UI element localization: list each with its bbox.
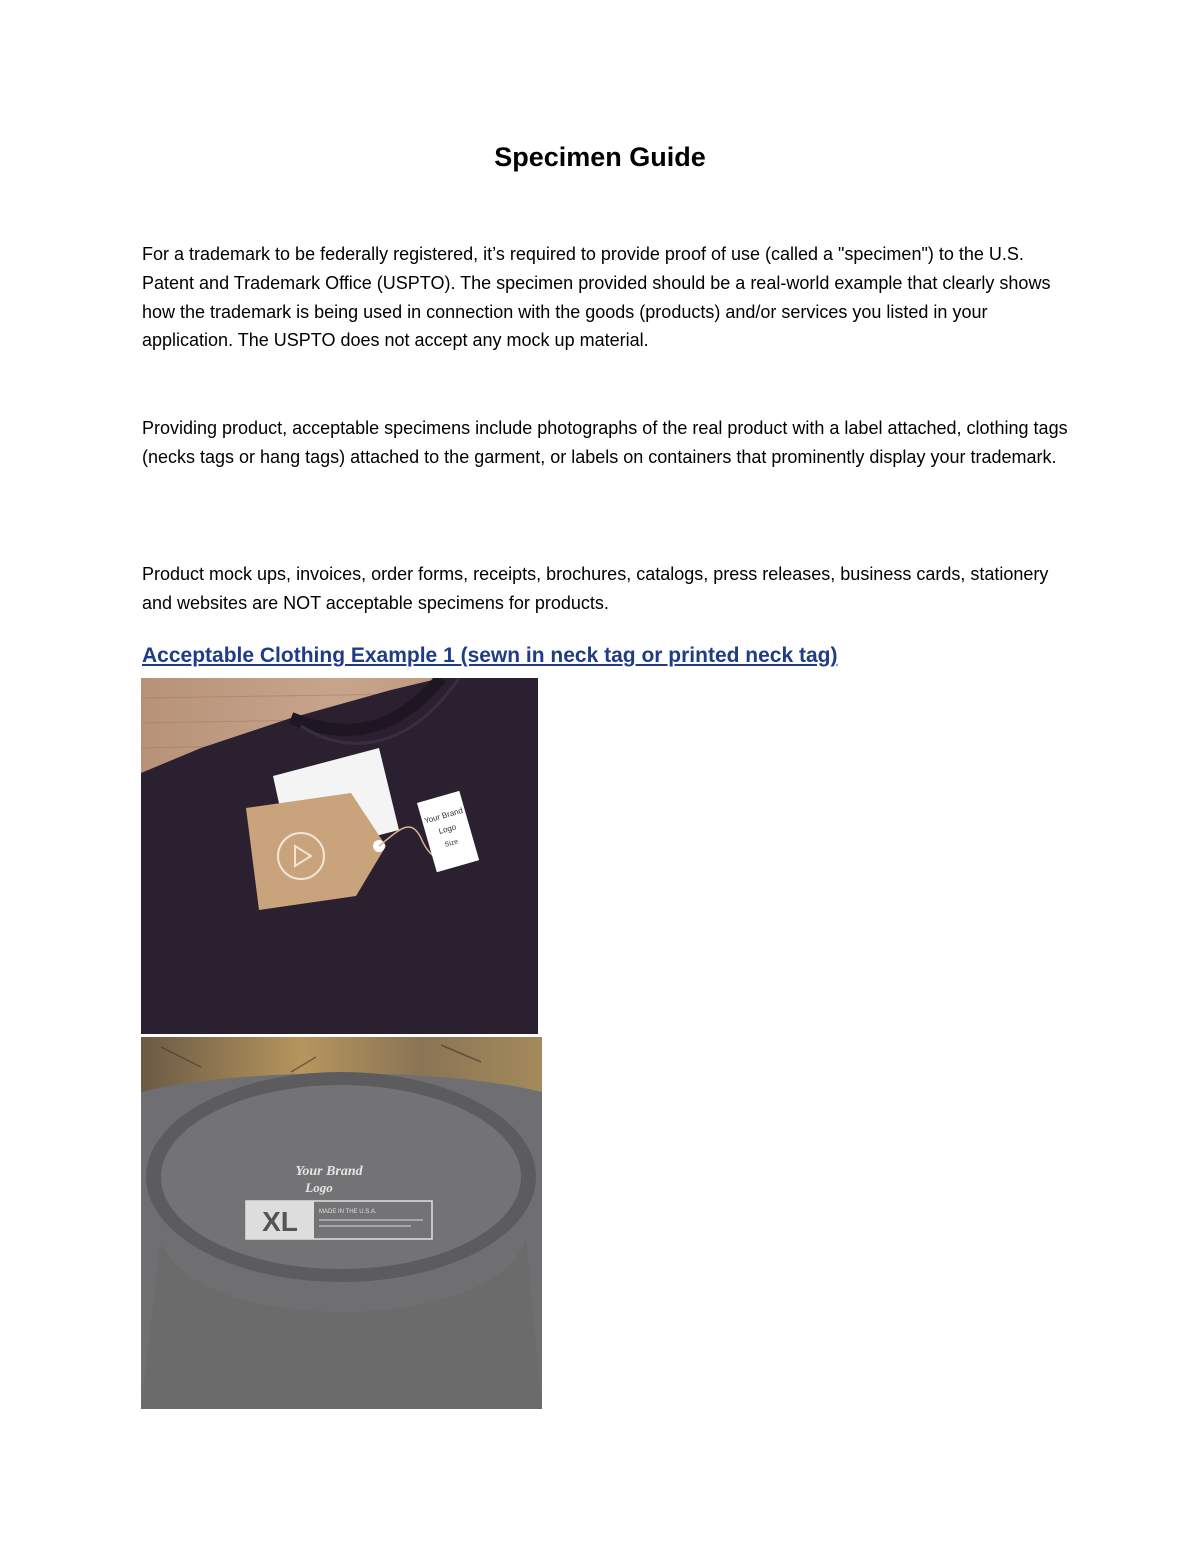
neck-tag-line-2: Logo [437,822,458,836]
printed-brand-line-2: Logo [305,1180,333,1195]
neck-tag-line-3: Size [443,838,460,849]
page-title: Specimen Guide [494,142,706,172]
printed-size: XL [262,1206,298,1237]
paragraph-acceptable-specimens: Providing product, acceptable specimens include photographs of the real product with a label attached, clothing tags (necks tags or hang tags) attached to the garment, or labels on containers that prominently display your trademark. [142,418,1068,467]
printed-brand-line-1: Your Brand [295,1164,363,1179]
neck-tag-line-1: Your Brand [423,805,464,826]
photo-shirt-hang-tag [141,678,538,1034]
printed-made-in: MADE IN THE U.S.A. [319,1209,377,1215]
paragraph-proof-of-use: For a trademark to be federally registered, it’s required to provide proof of use (called a "specimen") to the U.S. Patent and Trademark Office (USPTO). The specimen provided should be a real-world example that clearly shows how the trademark is being used in connection with the goods (products) and/or services you listed in your application. The USPTO does not accept any mock up material. [142,244,1051,351]
example-heading-link[interactable]: Acceptable Clothing Example 1 (sewn in neck tag or printed neck tag) [142,644,838,667]
paragraph-unacceptable-specimens: Product mock ups, invoices, order forms, receipts, brochures, catalogs, press releases, business cards, stationery and websites are NOT acceptable specimens for products. [142,564,1049,613]
photo-shirt-printed-tag [141,1037,542,1409]
